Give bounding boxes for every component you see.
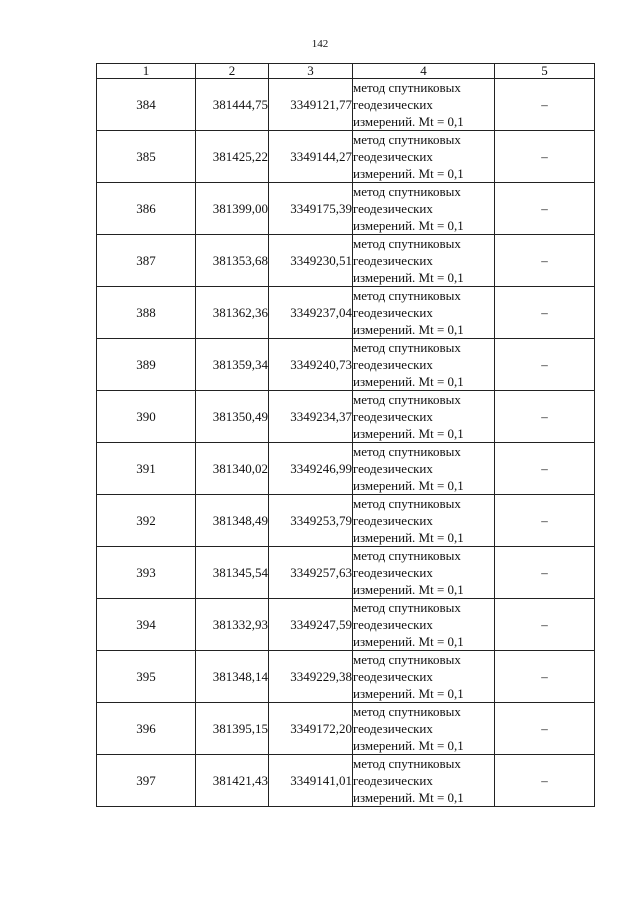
dash-mark: – — [541, 669, 548, 684]
point-number-cell: 393 — [97, 547, 196, 599]
note-cell — [495, 703, 595, 755]
method-cell — [353, 495, 495, 547]
x-coordinate-cell: 381399,00 — [196, 183, 269, 235]
y-coordinate-cell: 3349253,79 — [269, 495, 353, 547]
method-line-2: геодезических — [353, 97, 433, 112]
coordinates-table — [96, 63, 595, 807]
x-coordinate-cell: 381345,54 — [196, 547, 269, 599]
note-cell — [495, 651, 595, 703]
y-coordinate-cell: 3349257,63 — [269, 547, 353, 599]
method-line-1: метод спутниковых — [353, 392, 461, 407]
y-coordinate-cell: 3349237,04 — [269, 287, 353, 339]
point-number-cell: 391 — [97, 443, 196, 495]
method-line-3: измерений. Mt = 0,1 — [353, 166, 464, 181]
table-row — [97, 703, 595, 755]
dash-mark: – — [541, 253, 548, 268]
method-line-2: геодезических — [353, 513, 433, 528]
table-row — [97, 755, 595, 807]
method-line-3: измерений. Mt = 0,1 — [353, 738, 464, 753]
method-line-2: геодезических — [353, 461, 433, 476]
x-coordinate-cell: 381362,36 — [196, 287, 269, 339]
dash-mark: – — [541, 201, 548, 216]
method-line-1: метод спутниковых — [353, 496, 461, 511]
method-line-2: геодезических — [353, 409, 433, 424]
point-number-cell: 392 — [97, 495, 196, 547]
point-number-cell: 386 — [97, 183, 196, 235]
method-line-2: геодезических — [353, 357, 433, 372]
method-line-3: измерений. Mt = 0,1 — [353, 686, 464, 701]
method-line-2: геодезических — [353, 617, 433, 632]
method-cell — [353, 339, 495, 391]
x-coordinate-cell: 381353,68 — [196, 235, 269, 287]
table-row — [97, 599, 595, 651]
note-cell — [495, 495, 595, 547]
y-coordinate-cell: 3349247,59 — [269, 599, 353, 651]
method-line-1: метод спутниковых — [353, 184, 461, 199]
note-cell — [495, 755, 595, 807]
method-line-1: метод спутниковых — [353, 600, 461, 615]
x-coordinate-cell: 381359,34 — [196, 339, 269, 391]
point-number-cell: 385 — [97, 131, 196, 183]
note-cell — [495, 131, 595, 183]
note-cell — [495, 183, 595, 235]
table-row — [97, 495, 595, 547]
method-line-3: измерений. Mt = 0,1 — [353, 478, 464, 493]
y-coordinate-cell: 3349141,01 — [269, 755, 353, 807]
method-line-1: метод спутниковых — [353, 548, 461, 563]
point-number-cell: 395 — [97, 651, 196, 703]
method-line-3: измерений. Mt = 0,1 — [353, 530, 464, 545]
table-row — [97, 443, 595, 495]
table-row — [97, 183, 595, 235]
x-coordinate-cell: 381348,14 — [196, 651, 269, 703]
method-cell — [353, 287, 495, 339]
header-cell-1: 1 — [97, 64, 196, 79]
method-cell — [353, 703, 495, 755]
table-row — [97, 339, 595, 391]
header-cell-4: 4 — [353, 64, 495, 79]
method-cell — [353, 651, 495, 703]
method-line-3: измерений. Mt = 0,1 — [353, 270, 464, 285]
method-line-1: метод спутниковых — [353, 80, 461, 95]
note-cell — [495, 339, 595, 391]
y-coordinate-cell: 3349234,37 — [269, 391, 353, 443]
header-cell-2: 2 — [196, 64, 269, 79]
x-coordinate-cell: 381421,43 — [196, 755, 269, 807]
x-coordinate-cell: 381425,22 — [196, 131, 269, 183]
method-line-1: метод спутниковых — [353, 704, 461, 719]
dash-mark: – — [541, 513, 548, 528]
table-row — [97, 79, 595, 131]
note-cell — [495, 287, 595, 339]
method-line-3: измерений. Mt = 0,1 — [353, 790, 464, 805]
page-number: 142 — [311, 38, 329, 50]
dash-mark: – — [541, 409, 548, 424]
method-cell — [353, 547, 495, 599]
note-cell — [495, 79, 595, 131]
y-coordinate-cell: 3349230,51 — [269, 235, 353, 287]
method-line-3: измерений. Mt = 0,1 — [353, 218, 464, 233]
method-line-3: измерений. Mt = 0,1 — [353, 582, 464, 597]
table-row — [97, 131, 595, 183]
table-row — [97, 391, 595, 443]
y-coordinate-cell: 3349240,73 — [269, 339, 353, 391]
note-cell — [495, 599, 595, 651]
method-line-1: метод спутниковых — [353, 652, 461, 667]
y-coordinate-cell: 3349246,99 — [269, 443, 353, 495]
x-coordinate-cell: 381395,15 — [196, 703, 269, 755]
table-row — [97, 235, 595, 287]
dash-mark: – — [541, 149, 548, 164]
method-line-1: метод спутниковых — [353, 132, 461, 147]
method-line-3: измерений. Mt = 0,1 — [353, 634, 464, 649]
method-line-1: метод спутниковых — [353, 288, 461, 303]
x-coordinate-cell: 381340,02 — [196, 443, 269, 495]
point-number-cell: 387 — [97, 235, 196, 287]
point-number-cell: 397 — [97, 755, 196, 807]
x-coordinate-cell: 381332,93 — [196, 599, 269, 651]
method-line-2: геодезических — [353, 721, 433, 736]
method-line-1: метод спутниковых — [353, 756, 461, 771]
method-line-3: измерений. Mt = 0,1 — [353, 426, 464, 441]
note-cell — [495, 235, 595, 287]
method-line-3: измерений. Mt = 0,1 — [353, 374, 464, 389]
table-row — [97, 651, 595, 703]
table-row — [97, 287, 595, 339]
x-coordinate-cell: 381350,49 — [196, 391, 269, 443]
method-cell — [353, 79, 495, 131]
dash-mark: – — [541, 461, 548, 476]
method-line-3: измерений. Mt = 0,1 — [353, 114, 464, 129]
method-line-2: геодезических — [353, 305, 433, 320]
point-number-cell: 394 — [97, 599, 196, 651]
method-cell — [353, 443, 495, 495]
method-line-1: метод спутниковых — [353, 444, 461, 459]
method-line-2: геодезических — [353, 565, 433, 580]
method-line-2: геодезических — [353, 669, 433, 684]
table-row — [97, 547, 595, 599]
x-coordinate-cell: 381348,49 — [196, 495, 269, 547]
header-cell-3: 3 — [269, 64, 353, 79]
method-line-2: геодезических — [353, 201, 433, 216]
point-number-cell: 389 — [97, 339, 196, 391]
method-cell — [353, 235, 495, 287]
point-number-cell: 384 — [97, 79, 196, 131]
dash-mark: – — [541, 773, 548, 788]
method-line-2: геодезических — [353, 773, 433, 788]
x-coordinate-cell: 381444,75 — [196, 79, 269, 131]
dash-mark: – — [541, 617, 548, 632]
method-line-3: измерений. Mt = 0,1 — [353, 322, 464, 337]
y-coordinate-cell: 3349175,39 — [269, 183, 353, 235]
method-cell — [353, 183, 495, 235]
method-cell — [353, 391, 495, 443]
dash-mark: – — [541, 565, 548, 580]
y-coordinate-cell: 3349229,38 — [269, 651, 353, 703]
header-cell-5: 5 — [495, 64, 595, 79]
dash-mark: – — [541, 357, 548, 372]
method-line-2: геодезических — [353, 253, 433, 268]
dash-mark: – — [541, 721, 548, 736]
method-line-2: геодезических — [353, 149, 433, 164]
dash-mark: – — [541, 305, 548, 320]
point-number-cell: 388 — [97, 287, 196, 339]
method-line-1: метод спутниковых — [353, 236, 461, 251]
point-number-cell: 396 — [97, 703, 196, 755]
method-cell — [353, 599, 495, 651]
y-coordinate-cell: 3349172,20 — [269, 703, 353, 755]
method-cell — [353, 755, 495, 807]
method-line-1: метод спутниковых — [353, 340, 461, 355]
note-cell — [495, 391, 595, 443]
y-coordinate-cell: 3349121,77 — [269, 79, 353, 131]
note-cell — [495, 443, 595, 495]
method-cell — [353, 131, 495, 183]
dash-mark: – — [541, 97, 548, 112]
point-number-cell: 390 — [97, 391, 196, 443]
table-header-row — [97, 64, 595, 79]
y-coordinate-cell: 3349144,27 — [269, 131, 353, 183]
note-cell — [495, 547, 595, 599]
